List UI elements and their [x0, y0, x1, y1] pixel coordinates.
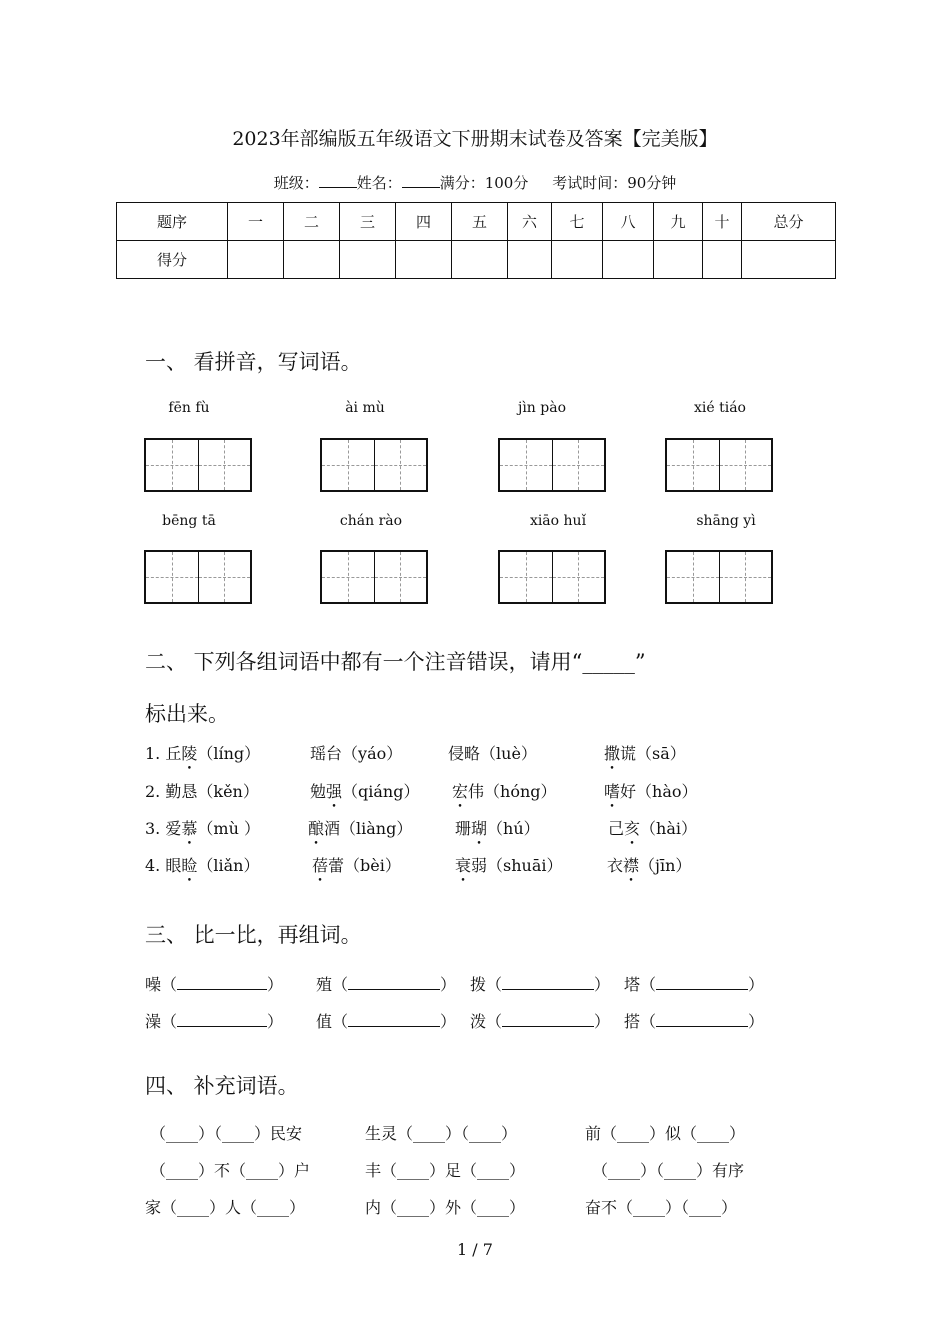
q2-word[interactable]: 撒谎（sā）	[604, 744, 686, 763]
compare-item[interactable]: 泼（ ）	[470, 1012, 611, 1031]
compare-item[interactable]: 拨（ ）	[470, 975, 611, 994]
score-header-cell: 三	[340, 203, 396, 241]
idiom-item[interactable]: 奋不（____）（____）	[585, 1198, 738, 1217]
q2-word[interactable]: 勤恳（kěn）	[165, 782, 259, 801]
score-header-cell: 五	[452, 203, 508, 241]
idiom-item[interactable]: 丰（____）足（____）	[365, 1161, 526, 1180]
writing-grid[interactable]	[144, 438, 252, 492]
q2-word[interactable]: 勉强（qiáng）	[310, 782, 420, 801]
score-header-cell: 四	[396, 203, 452, 241]
idiom-item[interactable]: 生灵（____）（____）	[365, 1124, 518, 1143]
idiom-item[interactable]: 家（____）人（____）	[145, 1198, 306, 1217]
score-cell[interactable]	[654, 241, 703, 279]
score-row-label: 得分	[117, 241, 228, 279]
section1-heading: 一、 看拼音，写词语。	[145, 350, 362, 374]
score-cell[interactable]	[452, 241, 508, 279]
pinyin-label: fēn fù	[168, 400, 210, 416]
writing-grid[interactable]	[498, 550, 606, 604]
exam-time-label: 考试时间：90分钟	[552, 174, 677, 192]
idiom-item[interactable]: （____）（____）民安	[150, 1124, 303, 1143]
score-cell[interactable]	[703, 241, 742, 279]
q2-word[interactable]: 瑶台（yáo）	[310, 744, 403, 763]
score-cell[interactable]	[284, 241, 340, 279]
full-score-label: 满分：100分	[439, 174, 529, 192]
section2-heading: 二、 下列各组词语中都有一个注音错误，请用“_____”	[145, 650, 646, 674]
score-cell[interactable]	[603, 241, 654, 279]
compare-item[interactable]: 搭（ ）	[624, 1012, 765, 1031]
writing-grid[interactable]	[320, 438, 428, 492]
q2-num: 3.	[145, 819, 161, 838]
score-cell[interactable]	[340, 241, 396, 279]
pinyin-label: shāng yì	[696, 513, 756, 529]
q2-row	[145, 816, 260, 839]
pinyin-label: xié tiáo	[694, 400, 746, 416]
score-header-cell: 二	[284, 203, 340, 241]
score-cell[interactable]	[742, 241, 836, 279]
class-blank[interactable]	[319, 173, 357, 188]
q2-word[interactable]: 珊瑚（hú）	[455, 819, 540, 838]
q2-word[interactable]: 宏伟（hóng）	[452, 782, 557, 801]
score-header-cell: 十	[703, 203, 742, 241]
compare-item[interactable]: 值（ ）	[316, 1012, 457, 1031]
student-info-line	[0, 172, 950, 193]
page-number: 1 / 7	[457, 1240, 493, 1259]
compare-item[interactable]: 塔（ ）	[624, 975, 765, 994]
q2-word[interactable]: 衰弱（shuāi）	[455, 856, 563, 875]
q2-word[interactable]: 嗜好（hào）	[604, 782, 698, 801]
name-blank[interactable]	[402, 173, 440, 188]
score-header-cell: 总分	[742, 203, 836, 241]
score-header-cell: 一	[228, 203, 284, 241]
compare-item[interactable]: 殖（ ）	[316, 975, 457, 994]
pinyin-label: xiāo huǐ	[529, 513, 587, 529]
pinyin-label: bēng tā	[162, 513, 216, 529]
score-table	[116, 202, 836, 279]
score-table-header-row	[117, 203, 836, 241]
q2-word[interactable]: 酿酒（liàng）	[308, 819, 413, 838]
q2-word[interactable]: 侵略（luè）	[448, 744, 537, 763]
compare-item[interactable]: 澡（ ）	[145, 1012, 284, 1031]
class-label: 班级：	[273, 174, 319, 192]
q2-word[interactable]: 丘陵（líng）	[165, 744, 261, 763]
page-title: 2023年部编版五年级语文下册期末试卷及答案【完美版】	[232, 128, 718, 150]
q2-num: 1.	[145, 744, 161, 763]
section3-heading: 三、 比一比，再组词。	[145, 923, 362, 947]
section4-heading: 四、 补充词语。	[145, 1074, 299, 1098]
score-cell[interactable]	[228, 241, 284, 279]
pinyin-label: chán rào	[339, 513, 403, 529]
idiom-item[interactable]: （____）不（____）户	[150, 1161, 311, 1180]
pinyin-label: ài mù	[345, 400, 385, 416]
score-header-cell: 七	[552, 203, 603, 241]
q2-word[interactable]: 蓓蕾（bèi）	[312, 856, 401, 875]
q2-row	[145, 741, 260, 764]
q2-word[interactable]: 衣襟（jīn）	[607, 856, 692, 875]
writing-grid[interactable]	[144, 550, 252, 604]
score-header-cell: 八	[603, 203, 654, 241]
writing-grid[interactable]	[498, 438, 606, 492]
score-table-score-row	[117, 241, 836, 279]
idiom-item[interactable]: （____）（____）有序	[592, 1161, 745, 1180]
idiom-item[interactable]: 前（____）似（____）	[585, 1124, 746, 1143]
compare-item[interactable]: 噪（ ）	[145, 975, 284, 994]
q2-row	[145, 853, 259, 876]
q2-word[interactable]: 爱慕（mù ）	[165, 819, 260, 838]
section2-heading-cont: 标出来。	[145, 702, 229, 726]
q2-word[interactable]: 眼睑（liǎn）	[165, 856, 260, 875]
pinyin-label: jìn pào	[517, 400, 567, 416]
idiom-item[interactable]: 内（____）外（____）	[365, 1198, 526, 1217]
score-header-cell: 九	[654, 203, 703, 241]
writing-grid[interactable]	[320, 550, 428, 604]
q2-word[interactable]: 己亥（hài）	[608, 819, 697, 838]
writing-grid[interactable]	[665, 438, 773, 492]
writing-grid[interactable]	[665, 550, 773, 604]
q2-row	[145, 779, 259, 802]
q2-num: 2.	[145, 782, 161, 801]
score-header-cell: 六	[508, 203, 552, 241]
score-cell[interactable]	[508, 241, 552, 279]
name-label: 姓名：	[356, 174, 402, 192]
score-header-cell: 题序	[117, 203, 228, 241]
q2-num: 4.	[145, 856, 161, 875]
score-cell[interactable]	[396, 241, 452, 279]
score-cell[interactable]	[552, 241, 603, 279]
